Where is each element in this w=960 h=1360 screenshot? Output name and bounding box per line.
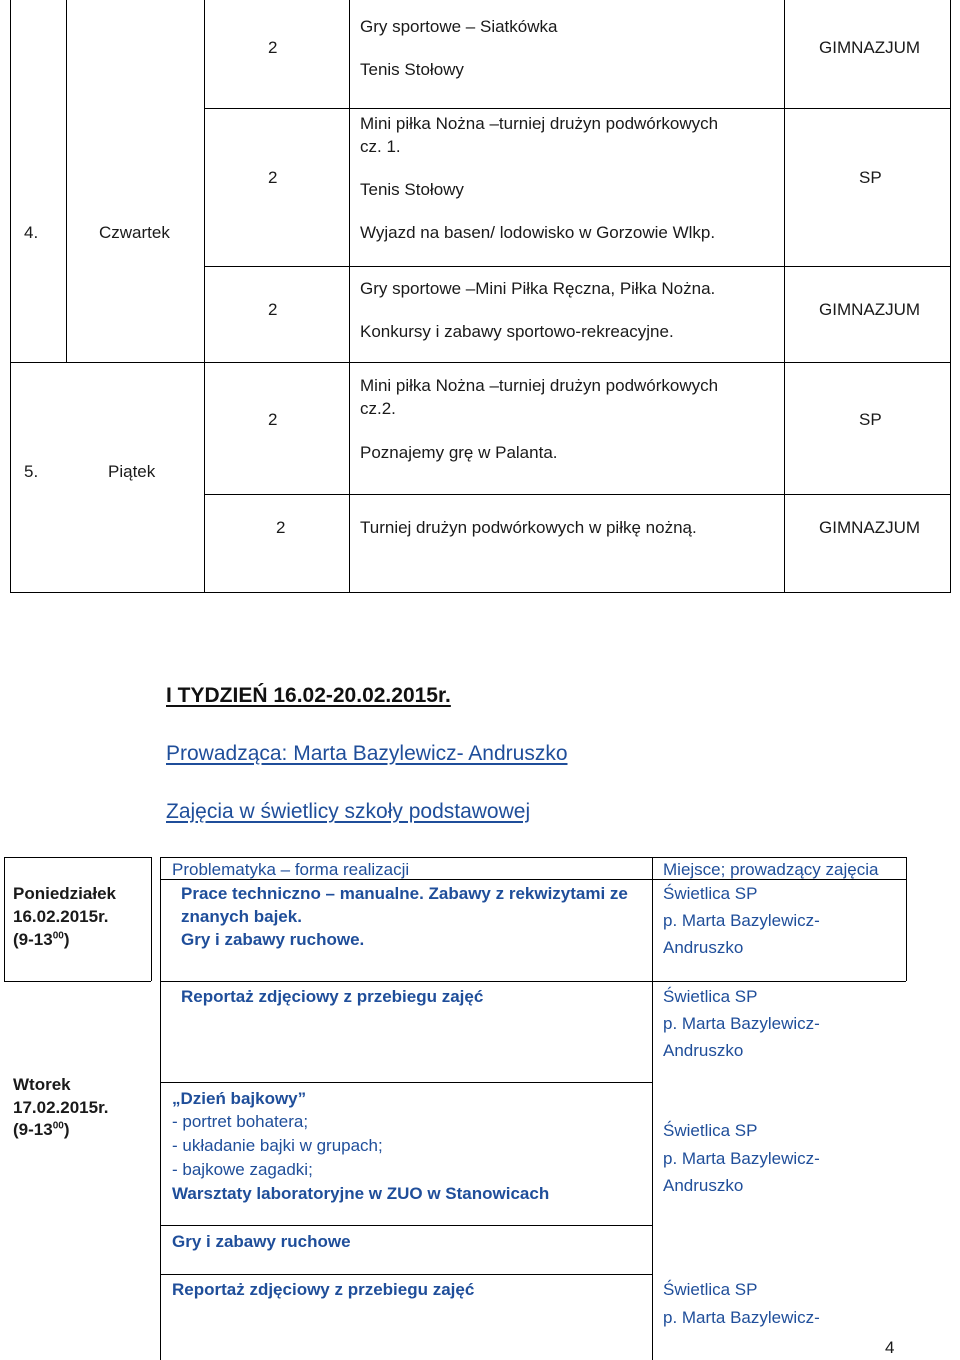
fairy-item-2: - układanie bajki w grupach; (172, 1136, 383, 1155)
row-d-place: SP (859, 410, 882, 429)
fairy-item-1: - portret bohatera; (172, 1112, 309, 1131)
row-d-line-3: Poznajemy grę w Palanta. (360, 443, 558, 462)
tuesday-games: Gry i zabawy ruchowe (172, 1232, 351, 1251)
tuesday-day: Wtorek (13, 1075, 71, 1094)
row-e-hours: 2 (276, 518, 286, 537)
monday-place-2: p. Marta Bazylewicz- (663, 911, 820, 930)
row-b-place: SP (859, 168, 882, 187)
tuesday-place-3-line-2: p. Marta Bazylewicz- (663, 1308, 820, 1327)
header-topic: Problematyka – forma realizacji (172, 860, 410, 879)
row-e-place: GIMNAZJUM (819, 518, 921, 537)
tuesday-place-2-line-1: Świetlica SP (663, 1121, 758, 1140)
day-4-number: 4. (24, 223, 39, 242)
day-5-name: Piątek (108, 462, 156, 481)
row-d-hours: 2 (268, 410, 278, 429)
row-b-line-1: Mini piłka Nożna –turniej drużyn podwórkowych (360, 114, 719, 133)
monday-hours: $(9-13^{00})$ (13, 930, 70, 949)
tuesday-report-2: Reportaż zdjęciowy z przebiegu zajęć (172, 1280, 475, 1299)
row-a-line-1: Gry sportowe – Siatkówka (360, 17, 558, 36)
fairy-day-title: „Dzień bajkowy” (172, 1089, 307, 1108)
tuesday-place-3-line-1: Świetlica SP (663, 1280, 758, 1299)
row-d-line-1: Mini piłka Nożna –turniej drużyn podwórkowych (360, 376, 719, 395)
fairy-item-3: - bajkowe zagadki; (172, 1160, 313, 1179)
tuesday-date: 17.02.2015r. (13, 1098, 109, 1117)
monday-line-3: Gry i zabawy ruchowe. (181, 930, 365, 949)
header-place: Miejsce; prowadzący zajęcia (663, 860, 879, 879)
page-number: 4 (885, 1338, 895, 1357)
row-c-line-2: Konkursy i zabawy sportowo-rekreacyjne. (360, 322, 674, 341)
row-b-line-3: Tenis Stołowy (360, 180, 464, 199)
row-b-hours: 2 (268, 168, 278, 187)
week-subtitle: Zajęcia w świetlicy szkoły podstawowej (166, 800, 531, 823)
row-c-line-1: Gry sportowe –Mini Piłka Ręczna, Piłka Nożna. (360, 279, 716, 298)
row-b-line-2: cz. 1. (360, 137, 401, 156)
monday-line-2: znanych bajek. (181, 907, 302, 926)
tuesday-place-1-line-3: Andruszko (663, 1041, 744, 1060)
tuesday-place-2-line-3: Andruszko (663, 1176, 744, 1195)
day-5-number: 5. (24, 462, 39, 481)
week-leader: Prowadząca: Marta Bazylewicz- Andruszko (166, 742, 568, 765)
monday-line-1: Prace techniczno – manualne. Zabawy z rekwizytami ze (181, 884, 628, 903)
row-d-line-2: cz.2. (360, 399, 396, 418)
day-4-name: Czwartek (99, 223, 170, 242)
tuesday-hours: $(9-13^{00})$ (13, 1120, 70, 1139)
row-c-place: GIMNAZJUM (819, 300, 921, 319)
row-c-hours: 2 (268, 300, 278, 319)
tuesday-report-1: Reportaż zdjęciowy z przebiegu zajęć (181, 987, 484, 1006)
day-4-trip: Wyjazd na basen/ lodowisko w Gorzowie Wlkp. (360, 223, 716, 242)
row-a-hours: 2 (268, 38, 278, 57)
row-a-line-2: Tenis Stołowy (360, 60, 464, 79)
row-a-place: GIMNAZJUM (819, 38, 921, 57)
workshop-line: Warsztaty laboratoryjne w ZUO w Stanowicach (172, 1184, 550, 1203)
week-title: I TYDZIEŃ 16.02-20.02.2015r. (166, 684, 451, 707)
monday-date: 16.02.2015r. (13, 907, 109, 926)
tuesday-place-1-line-2: p. Marta Bazylewicz- (663, 1014, 820, 1033)
monday-place-3: Andruszko (663, 938, 744, 957)
tuesday-place-2-line-2: p. Marta Bazylewicz- (663, 1149, 820, 1168)
monday-place-1: Świetlica SP (663, 884, 758, 903)
monday-day: Poniedziałek (13, 884, 116, 903)
row-e-text: Turniej drużyn podwórkowych w piłkę nożną. (360, 518, 697, 537)
tuesday-place-1-line-1: Świetlica SP (663, 987, 758, 1006)
